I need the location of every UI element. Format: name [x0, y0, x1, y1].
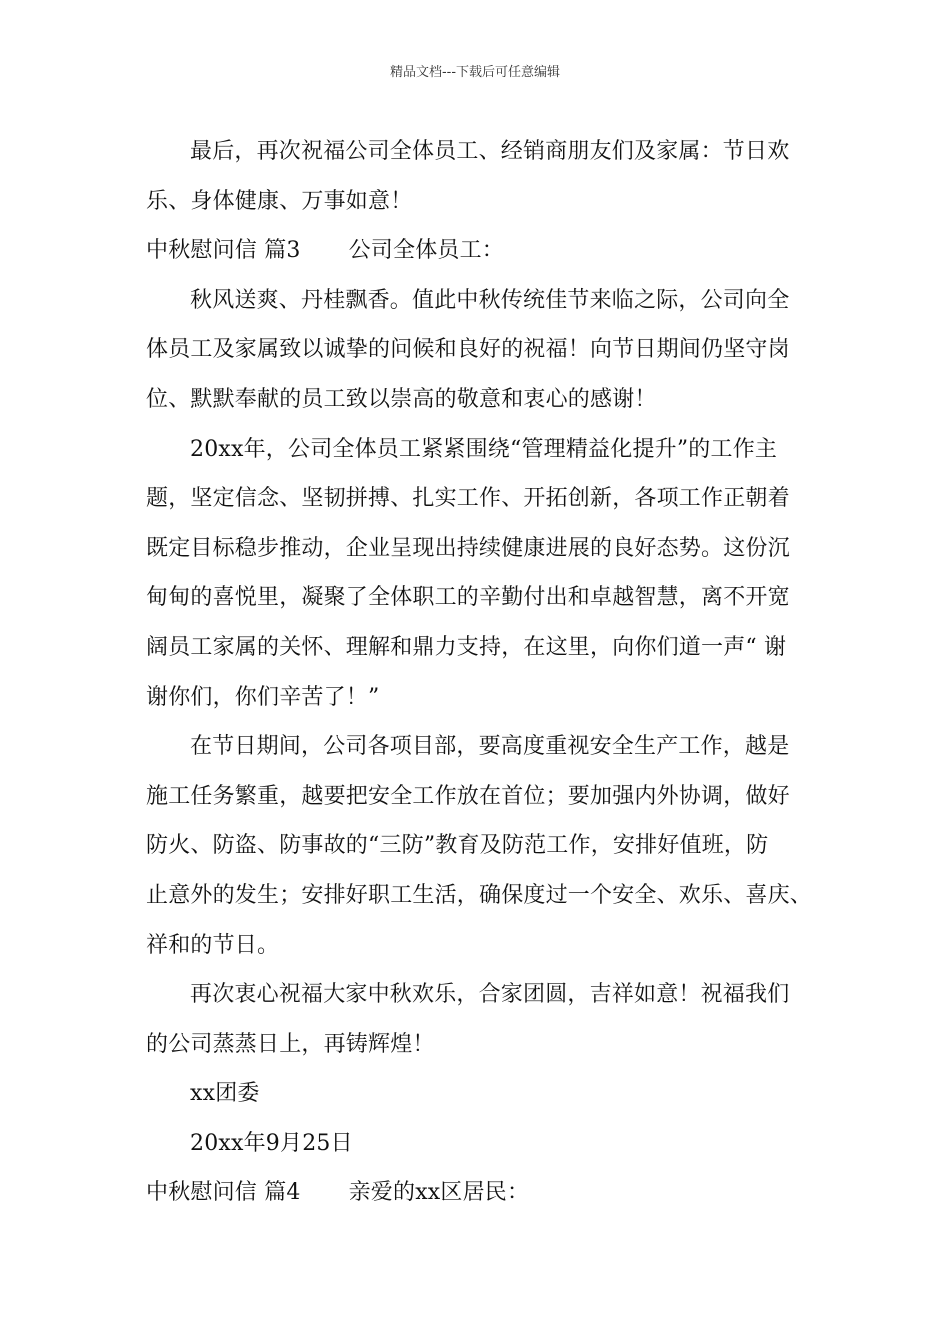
paragraph-line: 防火、防盗、防事故的“三防”教育及防范工作，安排好值班，防	[146, 833, 769, 859]
paragraph-line: 再次衷心祝福大家中秋欢乐，合家团圆，吉祥如意！祝福我们	[190, 982, 790, 1008]
paragraph-line: 秋风送爽、丹桂飘香。值此中秋传统佳节来临之际，公司向全	[190, 287, 790, 313]
section-heading-line	[146, 1168, 824, 1218]
paragraph-line: 体员工及家属致以诚挚的问候和良好的祝福！向节日期间仍坚守岗	[146, 337, 790, 363]
paragraph-line: 止意外的发生；安排好职工生活，确保度过一个安全、欢乐、喜庆、	[146, 882, 813, 908]
section-heading-line	[146, 226, 824, 276]
paragraph-line: 阔员工家属的关怀、理解和鼎力支持，在这里，向你们道一声“ 谢	[146, 634, 787, 660]
paragraph-line: 的公司蒸蒸日上，再铸辉煌！	[146, 1031, 435, 1057]
paragraph-line: 20xx年，公司全体员工紧紧围绕“管理精益化提升”的工作主	[190, 436, 778, 462]
document-body	[146, 127, 824, 1218]
page-header: 精品文档---下载后可任意编辑	[389, 65, 561, 80]
paragraph-line: 题，坚定信念、坚韧拼搏、扎实工作、开拓创新，各项工作正朝着	[146, 486, 790, 512]
paragraph-line: 乐、身体健康、万事如意！	[146, 188, 413, 214]
paragraph-line: 在节日期间，公司各项目部，要高度重视安全生产工作，越是	[190, 734, 790, 760]
paragraph-line: 位、默默奉献的员工致以崇高的敬意和衷心的感谢！	[146, 386, 657, 412]
paragraph-line: 谢你们，你们辛苦了！”	[146, 684, 380, 710]
salutation: 公司全体员工：	[348, 238, 504, 264]
signature-date: 20xx年9月25日	[190, 1130, 353, 1156]
paragraph-line: 祥和的节日。	[146, 932, 280, 958]
section-heading: 中秋慰问信 篇4	[146, 1180, 301, 1206]
paragraph-line: 施工任务繁重，越要把安全工作放在首位；要加强内外协调，做好	[146, 783, 790, 809]
paragraph-line: 甸甸的喜悦里，凝聚了全体职工的辛勤付出和卓越智慧，离不开宽	[146, 585, 790, 611]
signature-organization: xx团委	[190, 1081, 260, 1107]
paragraph-line: 最后，再次祝福公司全体员工、经销商朋友们及家属：节日欢	[190, 139, 790, 164]
paragraph-line: 既定目标稳步推动，企业呈现出持续健康进展的良好态势。这份沉	[146, 535, 790, 561]
salutation: 亲爱的xx区居民：	[348, 1180, 530, 1206]
section-heading: 中秋慰问信 篇3	[146, 238, 301, 264]
